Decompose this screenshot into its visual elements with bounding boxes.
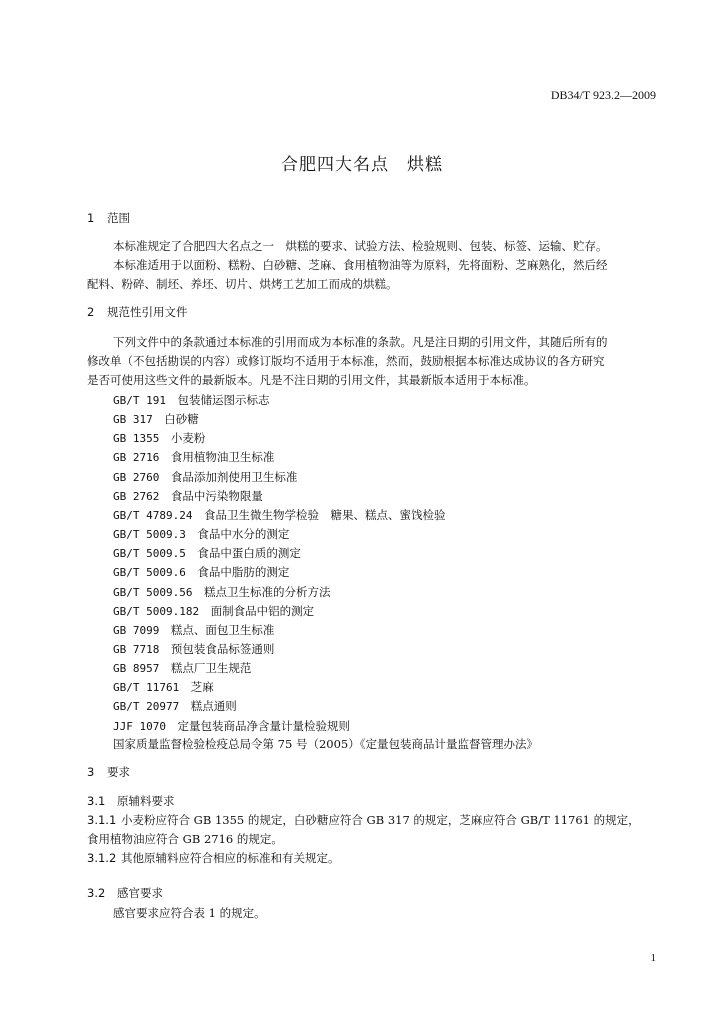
reference-item (113, 469, 297, 485)
reference-item (113, 507, 445, 523)
section-3-2-text: 感官要求应符合表 1 的规定。 (113, 906, 266, 920)
reference-code: GB 2762 (113, 489, 160, 503)
reference-name: 糕点、面包卫生标准 (170, 622, 275, 637)
clause-3-1-1-line-2: 食用植物油应符合 GB 2716 的规定。 (87, 832, 283, 846)
reference-code: GB/T 11761 (113, 681, 180, 695)
reference-code: GB/T 5009.182 (113, 604, 200, 618)
reference-item (113, 564, 289, 580)
reference-code: JJF 1070 (113, 719, 166, 733)
reference-name: 食品卫生微生物学检验 糖果、糕点、蜜饯检验 (203, 507, 446, 522)
section-3-2-title: 感官要求 (117, 886, 163, 900)
reference-code: GB 1355 (113, 432, 160, 446)
clause-3-1-2-num: 3.1.2 (87, 851, 117, 865)
reference-code: GB/T 5009.56 (113, 585, 193, 599)
section-1-line-2: 本标准适用于以面粉、糕粉、白砂糖、芝麻、食用植物油等为原料，先将面粉、芝麻熟化，然后经 (113, 258, 608, 272)
section-2-title: 规范性引用文件 (107, 305, 188, 319)
section-1-line-3: 配料、粉碎、制坯、养坯、切片、烘烤工艺加工而成的烘糕。 (87, 277, 398, 291)
reference-item (113, 488, 263, 504)
section-1-heading (87, 210, 130, 226)
reference-code: GB 7099 (113, 623, 160, 637)
section-2-line-2: 修改单（不包括勘误的内容）或修订版均不适用于本标准，然而，鼓励根据本标准达成协议的各方研究 (87, 354, 605, 368)
reference-code: GB/T 20977 (113, 700, 180, 714)
reference-name: 食用植物油卫生标准 (170, 450, 275, 465)
reference-name: 定量包装商品净含量计量检验规则 (177, 718, 350, 733)
reference-item (113, 526, 289, 542)
reference-code: GB/T 5009.6 (113, 566, 186, 580)
clause-3-1-1-text: 小麦粉应符合 GB 1355 的规定，白砂糖应符合 GB 317 的规定，芝麻应符合 GB/T 11761 的规定， (121, 813, 640, 827)
section-1-line-1: 本标准规定了合肥四大名点之一 烘糕的要求、试验方法、检验规则、包装、标签、运输、贮存。 (113, 239, 608, 253)
reference-code: GB 8957 (113, 662, 160, 676)
page-number: 1 (650, 952, 656, 964)
reference-item (113, 718, 350, 734)
section-3-number: 3 (87, 765, 95, 779)
section-2-line-1: 下列文件中的条款通过本标准的引用而成为本标准的条款。凡是注日期的引用文件，其随后所有的 (113, 335, 608, 349)
reference-code: GB/T 5009.3 (113, 528, 186, 542)
reference-name: 面制食品中铝的测定 (210, 603, 315, 618)
reference-name: 糕点通则 (190, 699, 237, 714)
reference-name: 预包装食品标签通则 (170, 641, 275, 656)
reference-item (113, 449, 274, 465)
section-3-1-title: 原辅料要求 (117, 794, 175, 808)
reference-name: 芝麻 (190, 680, 214, 695)
document-title: 合肥四大名点 烘糕 (281, 155, 443, 175)
clause-3-1-1-number (87, 813, 121, 827)
reference-name: 小麦粉 (170, 431, 206, 446)
reference-item (113, 622, 274, 638)
reference-item (113, 430, 205, 446)
reference-name: 食品添加剂使用卫生标准 (170, 469, 298, 484)
reference-name: 包装储运图示标志 (177, 393, 270, 407)
reference-item (113, 584, 330, 600)
section-3-2-heading (87, 885, 163, 901)
reference-item (113, 603, 314, 619)
reference-item (113, 660, 251, 676)
section-2-number: 2 (87, 305, 95, 319)
reference-item (113, 679, 214, 695)
section-2-heading (87, 304, 188, 320)
reference-code: GB 7718 (113, 642, 160, 656)
clause-3-1-2 (87, 849, 340, 868)
reference-item (113, 392, 269, 408)
section-1-number: 1 (87, 211, 95, 225)
reference-code: GB/T 191 (113, 394, 166, 407)
reference-item (113, 641, 274, 657)
section-2-line-3: 是否可使用这些文件的最新版本。凡是不注日期的引用文件，其最新版本适用于本标准。 (87, 373, 536, 387)
reference-code: GB 2716 (113, 451, 160, 465)
section-3-1-heading (87, 793, 175, 809)
section-3-title: 要求 (107, 765, 130, 779)
reference-name: 食品中脂肪的测定 (197, 565, 290, 580)
reference-last: 国家质量监督检验检疫总局令第 75 号（2005）《定量包装商品计量监督管理办法》 (113, 737, 538, 751)
reference-code: GB/T 5009.5 (113, 547, 186, 561)
clause-3-1-2-number (87, 851, 121, 865)
reference-code: GB/T 4789.24 (113, 508, 193, 522)
reference-name: 白砂糖 (164, 412, 199, 427)
clause-3-1-1-num: 3.1.1 (87, 813, 117, 827)
reference-item (113, 411, 199, 427)
clause-3-1-2-text: 其他原辅料应符合相应的标准和有关规定。 (121, 851, 340, 865)
standard-code: DB34/T 923.2—2009 (550, 88, 656, 102)
reference-item (113, 698, 237, 714)
section-3-heading (87, 764, 130, 780)
reference-name: 食品中污染物限量 (170, 488, 263, 503)
reference-name: 糕点厂卫生规范 (170, 661, 252, 676)
section-3-2-number: 3.2 (87, 886, 106, 900)
clause-3-1-1-line-1 (87, 811, 640, 830)
reference-code: GB 2760 (113, 470, 160, 484)
reference-name: 食品中蛋白质的测定 (197, 546, 301, 561)
reference-item (113, 545, 301, 561)
section-3-1-number: 3.1 (87, 794, 106, 808)
reference-name: 糕点卫生标准的分析方法 (203, 584, 331, 599)
reference-name: 食品中水分的测定 (197, 527, 290, 542)
reference-code: GB 317 (113, 413, 153, 427)
section-1-title: 范围 (107, 211, 130, 225)
